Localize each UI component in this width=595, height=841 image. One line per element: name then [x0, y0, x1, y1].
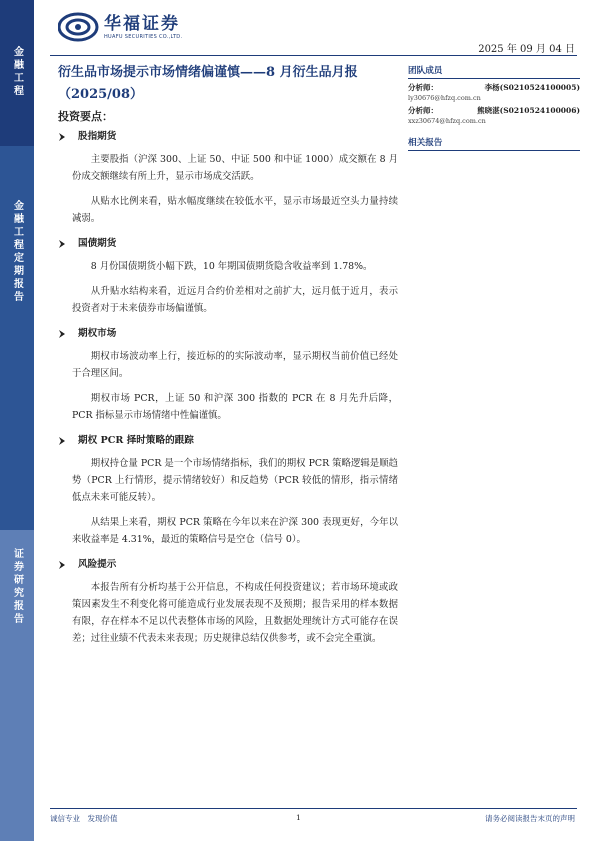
- report-date: 2025 年 09 月 04 日: [478, 44, 575, 55]
- analyst-role: 分析师：: [408, 83, 438, 92]
- footer-slogan: 诚信专业 发现价值: [50, 814, 118, 823]
- section-index-futures: [58, 128, 398, 227]
- related-reports-heading: 相关报告: [408, 136, 580, 151]
- analyst-name: 李杨(S0210524100005): [484, 83, 580, 92]
- arrow-bullet-icon: [58, 330, 66, 338]
- page-number: 1: [296, 813, 301, 822]
- section-paragraph: 期权市场 PCR，上证 50 和沪深 300 指数的 PCR 在 8 月先升后降，PCR 指标显示市场情绪中性偏谨慎。: [72, 393, 398, 421]
- sidebar-label-category: 金融工程: [11, 46, 23, 98]
- company-logo: [58, 12, 182, 42]
- header-divider: [50, 55, 577, 56]
- analyst-row: [408, 105, 580, 116]
- investment-points-label: 投资要点：: [58, 110, 113, 123]
- section-paragraph: 主要股指（沪深 300、上证 50、中证 500 和中证 1000）成交额在 8 月份成交额继续有所上升，显示市场成交活跃。: [72, 154, 398, 182]
- section-paragraph: 从贴水比例来看，贴水幅度继续在较低水平，显示市场最近空头力量持续减弱。: [72, 196, 398, 224]
- analyst-role: 分析师：: [408, 106, 438, 115]
- footer-disclaimer: 请务必阅读报告末页的声明: [485, 814, 575, 823]
- logo-icon: [58, 12, 100, 42]
- section-heading: 期权 PCR 择时策略的跟踪: [78, 435, 194, 446]
- arrow-bullet-icon: [58, 437, 66, 445]
- section-paragraph: 从结果上来看，期权 PCR 策略在今年以来在沪深 300 表现更好，今年以来收益率是 4.31%，最近的策略信号是空仓（信号 0）。: [72, 517, 398, 545]
- arrow-bullet-icon: [58, 133, 66, 141]
- left-sidebar: [0, 0, 34, 841]
- arrow-bullet-icon: [58, 561, 66, 569]
- section-paragraph: 期权持仓量 PCR 是一个市场情绪指标，我们的期权 PCR 策略逻辑是顺趋势（PCR 上行情形，提示情绪较好）和反趋势（PCR 较低的情形，指示情绪低点未来可能反转）。: [72, 458, 398, 503]
- right-column: [408, 64, 580, 154]
- logo-name-cn: 华福证券: [104, 14, 180, 34]
- logo-name-en: HUAFU SECURITIES CO.,LTD.: [104, 34, 183, 40]
- section-heading: 风险提示: [78, 559, 117, 570]
- section-options-market: [58, 325, 398, 424]
- analyst-email[interactable]: xxz30674@hfzq.com.cn: [408, 117, 486, 125]
- analyst-row: [408, 82, 580, 93]
- section-paragraph: 本报告所有分析均基于公开信息，不构成任何投资建议；若市场环境或政策因素发生不利变化将可能造成行业发展表现不及预期；报告采用的样本数据有限，存在样本不足以代表整体市场的风险，且数据处理统计方式可能存在误差；过往业绩不代表未来表现；历史规律总结仅供参考，或不会完全重演。: [72, 582, 398, 644]
- section-heading: 股指期货: [78, 131, 117, 142]
- report-title: 衍生品市场提示市场情绪偏谨慎——8 月衍生品月报（2025/08）: [58, 65, 358, 102]
- main-content: [58, 128, 398, 655]
- section-heading: 期权市场: [78, 328, 117, 339]
- section-heading: 国债期货: [78, 238, 117, 249]
- section-paragraph: 期权市场波动率上行，接近标的的实际波动率，显示期权当前价值已经处于合理区间。: [72, 351, 398, 379]
- section-treasury-futures: [58, 235, 398, 317]
- analyst-name: 熊晓湛(S0210524100006): [477, 106, 580, 115]
- sidebar-label-report-type: 金融工程定期报告: [11, 200, 23, 304]
- section-paragraph: 从升贴水结构来看，近远月合约价差相对之前扩大，远月低于近月，表示投资者对于未来债券市场偏谨慎。: [72, 286, 398, 314]
- arrow-bullet-icon: [58, 240, 66, 248]
- footer-divider: [50, 808, 577, 809]
- section-paragraph: 8 月份国债期货小幅下跌，10 年期国债期货隐含收益率到 1.78%。: [90, 261, 373, 272]
- section-risk-warning: [58, 556, 398, 647]
- sidebar-label-research: 证券研究报告: [11, 548, 23, 626]
- analyst-email[interactable]: ly30676@hfzq.com.cn: [408, 94, 481, 102]
- team-heading: 团队成员: [408, 64, 580, 79]
- section-pcr-strategy: [58, 432, 398, 548]
